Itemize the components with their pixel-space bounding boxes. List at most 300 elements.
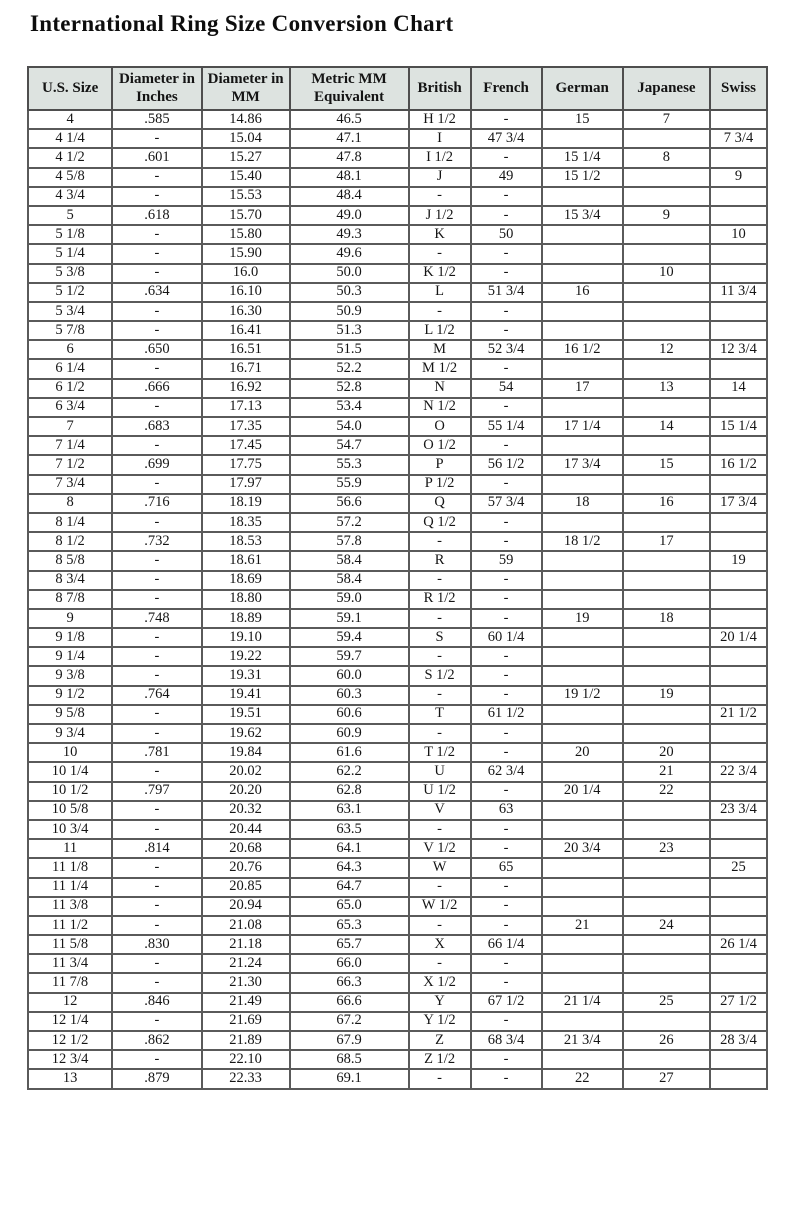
table-cell: - xyxy=(471,1050,542,1069)
table-cell: 65 xyxy=(471,858,542,877)
table-row xyxy=(28,398,767,417)
table-cell: 11 xyxy=(28,839,112,858)
table-cell xyxy=(542,666,623,685)
table-cell xyxy=(542,628,623,647)
table-cell xyxy=(623,551,710,570)
table-cell xyxy=(710,148,767,167)
table-cell: 15 1/2 xyxy=(542,168,623,187)
table-cell xyxy=(542,897,623,916)
table-cell: 64.7 xyxy=(290,878,409,897)
table-row xyxy=(28,897,767,916)
table-cell: - xyxy=(471,532,542,551)
table-cell: 60.6 xyxy=(290,705,409,724)
table-cell: 8 7/8 xyxy=(28,590,112,609)
table-cell: 58.4 xyxy=(290,551,409,570)
table-cell: 13 xyxy=(623,379,710,398)
table-cell: - xyxy=(112,801,201,820)
table-cell xyxy=(623,705,710,724)
table-cell xyxy=(542,129,623,148)
table-cell: 6 xyxy=(28,340,112,359)
table-cell: - xyxy=(471,148,542,167)
table-cell: - xyxy=(112,244,201,263)
table-cell xyxy=(710,897,767,916)
table-cell: 17.13 xyxy=(202,398,290,417)
table-row xyxy=(28,513,767,532)
table-cell: - xyxy=(112,1012,201,1031)
table-cell: 15.40 xyxy=(202,168,290,187)
table-cell: 11 3/4 xyxy=(710,283,767,302)
table-cell xyxy=(623,1012,710,1031)
table-cell: 63 xyxy=(471,801,542,820)
table-cell: 60.3 xyxy=(290,686,409,705)
table-cell: 56 1/2 xyxy=(471,455,542,474)
table-cell: 20 1/4 xyxy=(542,782,623,801)
table-cell: 19.22 xyxy=(202,647,290,666)
table-row xyxy=(28,647,767,666)
table-row xyxy=(28,417,767,436)
table-cell: - xyxy=(112,724,201,743)
table-cell: 21.08 xyxy=(202,916,290,935)
table-cell: 5 1/4 xyxy=(28,244,112,263)
table-cell: 11 7/8 xyxy=(28,973,112,992)
table-cell: - xyxy=(471,302,542,321)
table-cell: 19.84 xyxy=(202,743,290,762)
table-cell: .601 xyxy=(112,148,201,167)
table-cell xyxy=(710,878,767,897)
table-cell: - xyxy=(112,187,201,206)
table-row xyxy=(28,494,767,513)
table-cell: - xyxy=(112,225,201,244)
table-row xyxy=(28,820,767,839)
table-cell: 18.35 xyxy=(202,513,290,532)
table-cell xyxy=(542,590,623,609)
table-cell: - xyxy=(112,1050,201,1069)
table-cell: 9 3/4 xyxy=(28,724,112,743)
table-cell: 17 xyxy=(542,379,623,398)
table-cell xyxy=(710,1050,767,1069)
table-cell: 15 xyxy=(623,455,710,474)
table-row xyxy=(28,359,767,378)
table-cell: 15 1/4 xyxy=(710,417,767,436)
table-cell: .716 xyxy=(112,494,201,513)
table-cell: - xyxy=(112,916,201,935)
page-title: International Ring Size Conversion Chart xyxy=(30,11,454,36)
table-cell: 69.1 xyxy=(290,1069,409,1088)
table-cell: 57 3/4 xyxy=(471,494,542,513)
table-cell: 6 3/4 xyxy=(28,398,112,417)
table-cell: 20.76 xyxy=(202,858,290,877)
table-cell: 21.30 xyxy=(202,973,290,992)
table-row xyxy=(28,916,767,935)
table-cell xyxy=(710,743,767,762)
table-cell: 21.24 xyxy=(202,954,290,973)
table-cell xyxy=(710,954,767,973)
table-cell xyxy=(710,398,767,417)
ring-size-table-container xyxy=(27,66,768,1090)
table-row xyxy=(28,839,767,858)
table-cell xyxy=(710,916,767,935)
table-cell: - xyxy=(471,839,542,858)
table-cell: .666 xyxy=(112,379,201,398)
table-cell xyxy=(623,590,710,609)
table-cell: - xyxy=(471,475,542,494)
table-cell: .862 xyxy=(112,1031,201,1050)
table-cell xyxy=(623,398,710,417)
table-cell: 8 5/8 xyxy=(28,551,112,570)
table-cell: - xyxy=(471,359,542,378)
table-cell: 25 xyxy=(710,858,767,877)
table-cell xyxy=(710,302,767,321)
table-cell: 10 5/8 xyxy=(28,801,112,820)
table-cell xyxy=(623,302,710,321)
table-cell xyxy=(542,801,623,820)
table-cell: 63.1 xyxy=(290,801,409,820)
table-cell: - xyxy=(471,878,542,897)
table-cell: - xyxy=(471,187,542,206)
table-cell: - xyxy=(409,187,471,206)
table-cell: 57.8 xyxy=(290,532,409,551)
table-cell: Z xyxy=(409,1031,471,1050)
table-cell xyxy=(542,762,623,781)
column-header: British xyxy=(409,67,471,110)
table-cell: 15.27 xyxy=(202,148,290,167)
table-cell: M 1/2 xyxy=(409,359,471,378)
table-cell: 62.2 xyxy=(290,762,409,781)
table-cell xyxy=(710,686,767,705)
table-cell: 20.68 xyxy=(202,839,290,858)
table-cell: 52 3/4 xyxy=(471,340,542,359)
table-cell: 11 1/2 xyxy=(28,916,112,935)
table-cell: - xyxy=(409,878,471,897)
table-cell: 18.61 xyxy=(202,551,290,570)
table-cell xyxy=(542,436,623,455)
table-row xyxy=(28,283,767,302)
table-cell xyxy=(542,935,623,954)
table-cell: 7 3/4 xyxy=(28,475,112,494)
table-row xyxy=(28,973,767,992)
table-cell xyxy=(623,724,710,743)
table-row xyxy=(28,455,767,474)
table-cell: 11 3/8 xyxy=(28,897,112,916)
table-row xyxy=(28,724,767,743)
table-cell: - xyxy=(471,609,542,628)
table-cell: 9 1/8 xyxy=(28,628,112,647)
table-row xyxy=(28,436,767,455)
table-cell: 65.7 xyxy=(290,935,409,954)
table-cell xyxy=(623,820,710,839)
table-cell: S xyxy=(409,628,471,647)
table-cell: 46.5 xyxy=(290,110,409,129)
table-cell xyxy=(623,244,710,263)
table-cell xyxy=(710,264,767,283)
table-cell: .585 xyxy=(112,110,201,129)
table-cell: 5 3/4 xyxy=(28,302,112,321)
table-cell: J xyxy=(409,168,471,187)
table-cell: 18.19 xyxy=(202,494,290,513)
table-cell xyxy=(623,628,710,647)
table-cell: 8 xyxy=(28,494,112,513)
table-cell: R 1/2 xyxy=(409,590,471,609)
table-cell: 63.5 xyxy=(290,820,409,839)
table-row xyxy=(28,628,767,647)
table-row xyxy=(28,551,767,570)
table-cell: 18.69 xyxy=(202,571,290,590)
table-cell: 19 1/2 xyxy=(542,686,623,705)
table-cell: - xyxy=(409,302,471,321)
table-cell: 20.94 xyxy=(202,897,290,916)
table-cell: L 1/2 xyxy=(409,321,471,340)
table-cell xyxy=(623,283,710,302)
table-row xyxy=(28,666,767,685)
table-cell: Y xyxy=(409,993,471,1012)
table-cell: 53.4 xyxy=(290,398,409,417)
table-cell: - xyxy=(471,916,542,935)
table-cell: N 1/2 xyxy=(409,398,471,417)
table-cell: 20.32 xyxy=(202,801,290,820)
table-cell: 9 5/8 xyxy=(28,705,112,724)
table-cell: 21.69 xyxy=(202,1012,290,1031)
table-cell xyxy=(623,666,710,685)
table-cell xyxy=(542,705,623,724)
table-cell xyxy=(623,436,710,455)
table-cell: 65.0 xyxy=(290,897,409,916)
table-row xyxy=(28,1050,767,1069)
table-cell: 15.70 xyxy=(202,206,290,225)
table-cell: 11 3/4 xyxy=(28,954,112,973)
table-cell: - xyxy=(471,206,542,225)
table-cell: 7 1/4 xyxy=(28,436,112,455)
table-cell xyxy=(542,244,623,263)
table-cell: 21 1/4 xyxy=(542,993,623,1012)
table-cell xyxy=(710,206,767,225)
table-cell: - xyxy=(409,954,471,973)
table-cell: .618 xyxy=(112,206,201,225)
table-cell: - xyxy=(112,551,201,570)
table-cell: 17 1/4 xyxy=(542,417,623,436)
table-cell: 59.7 xyxy=(290,647,409,666)
header-row xyxy=(28,67,767,110)
table-cell: 58.4 xyxy=(290,571,409,590)
table-cell: 23 xyxy=(623,839,710,858)
table-cell: - xyxy=(409,724,471,743)
table-cell: - xyxy=(112,897,201,916)
table-cell: H 1/2 xyxy=(409,110,471,129)
table-cell: 17.97 xyxy=(202,475,290,494)
table-cell: - xyxy=(112,762,201,781)
table-cell: 49.0 xyxy=(290,206,409,225)
table-cell xyxy=(542,724,623,743)
table-cell: 4 5/8 xyxy=(28,168,112,187)
table-row xyxy=(28,993,767,1012)
table-cell: 24 xyxy=(623,916,710,935)
table-cell xyxy=(542,1012,623,1031)
table-cell: 21.18 xyxy=(202,935,290,954)
table-cell: 60.9 xyxy=(290,724,409,743)
table-cell: 66.6 xyxy=(290,993,409,1012)
table-cell: 16.0 xyxy=(202,264,290,283)
table-cell: 47 3/4 xyxy=(471,129,542,148)
table-cell: 16 1/2 xyxy=(710,455,767,474)
table-cell: 62 3/4 xyxy=(471,762,542,781)
table-cell xyxy=(623,475,710,494)
table-cell: 48.1 xyxy=(290,168,409,187)
table-cell: 61 1/2 xyxy=(471,705,542,724)
ring-size-conversion-table xyxy=(27,66,768,1090)
table-cell xyxy=(623,187,710,206)
table-cell: 18.89 xyxy=(202,609,290,628)
table-cell: 51 3/4 xyxy=(471,283,542,302)
table-cell xyxy=(623,858,710,877)
table-cell: - xyxy=(112,878,201,897)
table-cell xyxy=(542,225,623,244)
table-row xyxy=(28,340,767,359)
table-cell: 26 1/4 xyxy=(710,935,767,954)
table-cell: 16.10 xyxy=(202,283,290,302)
table-cell: .797 xyxy=(112,782,201,801)
table-cell: 22 3/4 xyxy=(710,762,767,781)
table-cell: 23 3/4 xyxy=(710,801,767,820)
table-cell xyxy=(542,321,623,340)
table-cell: T 1/2 xyxy=(409,743,471,762)
table-cell: - xyxy=(471,782,542,801)
table-cell: - xyxy=(471,244,542,263)
table-cell: W 1/2 xyxy=(409,897,471,916)
table-cell xyxy=(542,973,623,992)
table-cell: 6 1/2 xyxy=(28,379,112,398)
table-cell: 55.3 xyxy=(290,455,409,474)
table-cell: 9 1/4 xyxy=(28,647,112,666)
table-cell: 19 xyxy=(623,686,710,705)
table-cell: T xyxy=(409,705,471,724)
table-row xyxy=(28,206,767,225)
table-cell: Q 1/2 xyxy=(409,513,471,532)
table-cell xyxy=(623,878,710,897)
table-cell: 61.6 xyxy=(290,743,409,762)
table-cell: 20 xyxy=(542,743,623,762)
table-cell: - xyxy=(471,1069,542,1088)
table-cell xyxy=(542,1050,623,1069)
table-cell: N xyxy=(409,379,471,398)
table-cell: - xyxy=(112,571,201,590)
table-cell xyxy=(623,359,710,378)
table-cell: 64.1 xyxy=(290,839,409,858)
table-cell: 15 3/4 xyxy=(542,206,623,225)
table-row xyxy=(28,148,767,167)
table-cell xyxy=(710,647,767,666)
table-cell xyxy=(710,973,767,992)
table-cell: .764 xyxy=(112,686,201,705)
table-cell: 4 xyxy=(28,110,112,129)
table-cell: 12 3/4 xyxy=(710,340,767,359)
table-cell: Z 1/2 xyxy=(409,1050,471,1069)
table-cell xyxy=(623,647,710,666)
table-cell xyxy=(542,878,623,897)
table-cell: 66.3 xyxy=(290,973,409,992)
table-cell: 8 1/2 xyxy=(28,532,112,551)
table-cell: 12 xyxy=(623,340,710,359)
table-cell: - xyxy=(471,897,542,916)
table-cell: - xyxy=(471,743,542,762)
table-row xyxy=(28,264,767,283)
table-cell: R xyxy=(409,551,471,570)
table-cell xyxy=(623,129,710,148)
table-cell: - xyxy=(409,532,471,551)
table-cell: 65.3 xyxy=(290,916,409,935)
table-cell: .634 xyxy=(112,283,201,302)
table-cell: 17.45 xyxy=(202,436,290,455)
table-cell xyxy=(710,110,767,129)
table-cell: 14.86 xyxy=(202,110,290,129)
table-cell: 15.04 xyxy=(202,129,290,148)
table-cell: X 1/2 xyxy=(409,973,471,992)
table-cell: 62.8 xyxy=(290,782,409,801)
table-cell: 5 1/2 xyxy=(28,283,112,302)
table-cell xyxy=(542,551,623,570)
table-cell: - xyxy=(471,571,542,590)
table-cell: 5 7/8 xyxy=(28,321,112,340)
table-cell: .650 xyxy=(112,340,201,359)
table-cell: 20 xyxy=(623,743,710,762)
table-cell: 19 xyxy=(542,609,623,628)
table-cell: 9 1/2 xyxy=(28,686,112,705)
table-cell: 17.35 xyxy=(202,417,290,436)
table-cell: 15.80 xyxy=(202,225,290,244)
table-cell: - xyxy=(409,609,471,628)
table-cell: 5 1/8 xyxy=(28,225,112,244)
table-cell: 16 1/2 xyxy=(542,340,623,359)
table-cell: 51.5 xyxy=(290,340,409,359)
table-cell: - xyxy=(112,321,201,340)
table-cell: 10 xyxy=(28,743,112,762)
table-cell: 12 1/4 xyxy=(28,1012,112,1031)
table-cell: J 1/2 xyxy=(409,206,471,225)
table-cell: 5 xyxy=(28,206,112,225)
column-header: Japanese xyxy=(623,67,710,110)
table-cell: 59.0 xyxy=(290,590,409,609)
table-cell: 67.9 xyxy=(290,1031,409,1050)
table-cell: 60.0 xyxy=(290,666,409,685)
table-cell: 10 3/4 xyxy=(28,820,112,839)
column-header: Swiss xyxy=(710,67,767,110)
table-cell xyxy=(623,513,710,532)
table-cell: 17 3/4 xyxy=(710,494,767,513)
table-cell: 20 3/4 xyxy=(542,839,623,858)
table-row xyxy=(28,110,767,129)
table-row xyxy=(28,1069,767,1088)
table-cell: 47.8 xyxy=(290,148,409,167)
table-cell: - xyxy=(471,647,542,666)
table-cell xyxy=(623,571,710,590)
table-cell: 66.0 xyxy=(290,954,409,973)
table-cell: 49.6 xyxy=(290,244,409,263)
column-header: French xyxy=(471,67,542,110)
table-cell: - xyxy=(471,666,542,685)
column-header: Diameter in MM xyxy=(202,67,290,110)
table-cell: 11 5/8 xyxy=(28,935,112,954)
table-cell xyxy=(710,609,767,628)
table-body xyxy=(28,110,767,1089)
table-row xyxy=(28,129,767,148)
table-cell: I 1/2 xyxy=(409,148,471,167)
table-cell: 22.33 xyxy=(202,1069,290,1088)
table-cell xyxy=(710,436,767,455)
table-cell: - xyxy=(471,1012,542,1031)
table-cell: - xyxy=(112,705,201,724)
table-cell: 49.3 xyxy=(290,225,409,244)
table-cell: - xyxy=(471,590,542,609)
table-cell: M xyxy=(409,340,471,359)
table-cell: - xyxy=(112,513,201,532)
